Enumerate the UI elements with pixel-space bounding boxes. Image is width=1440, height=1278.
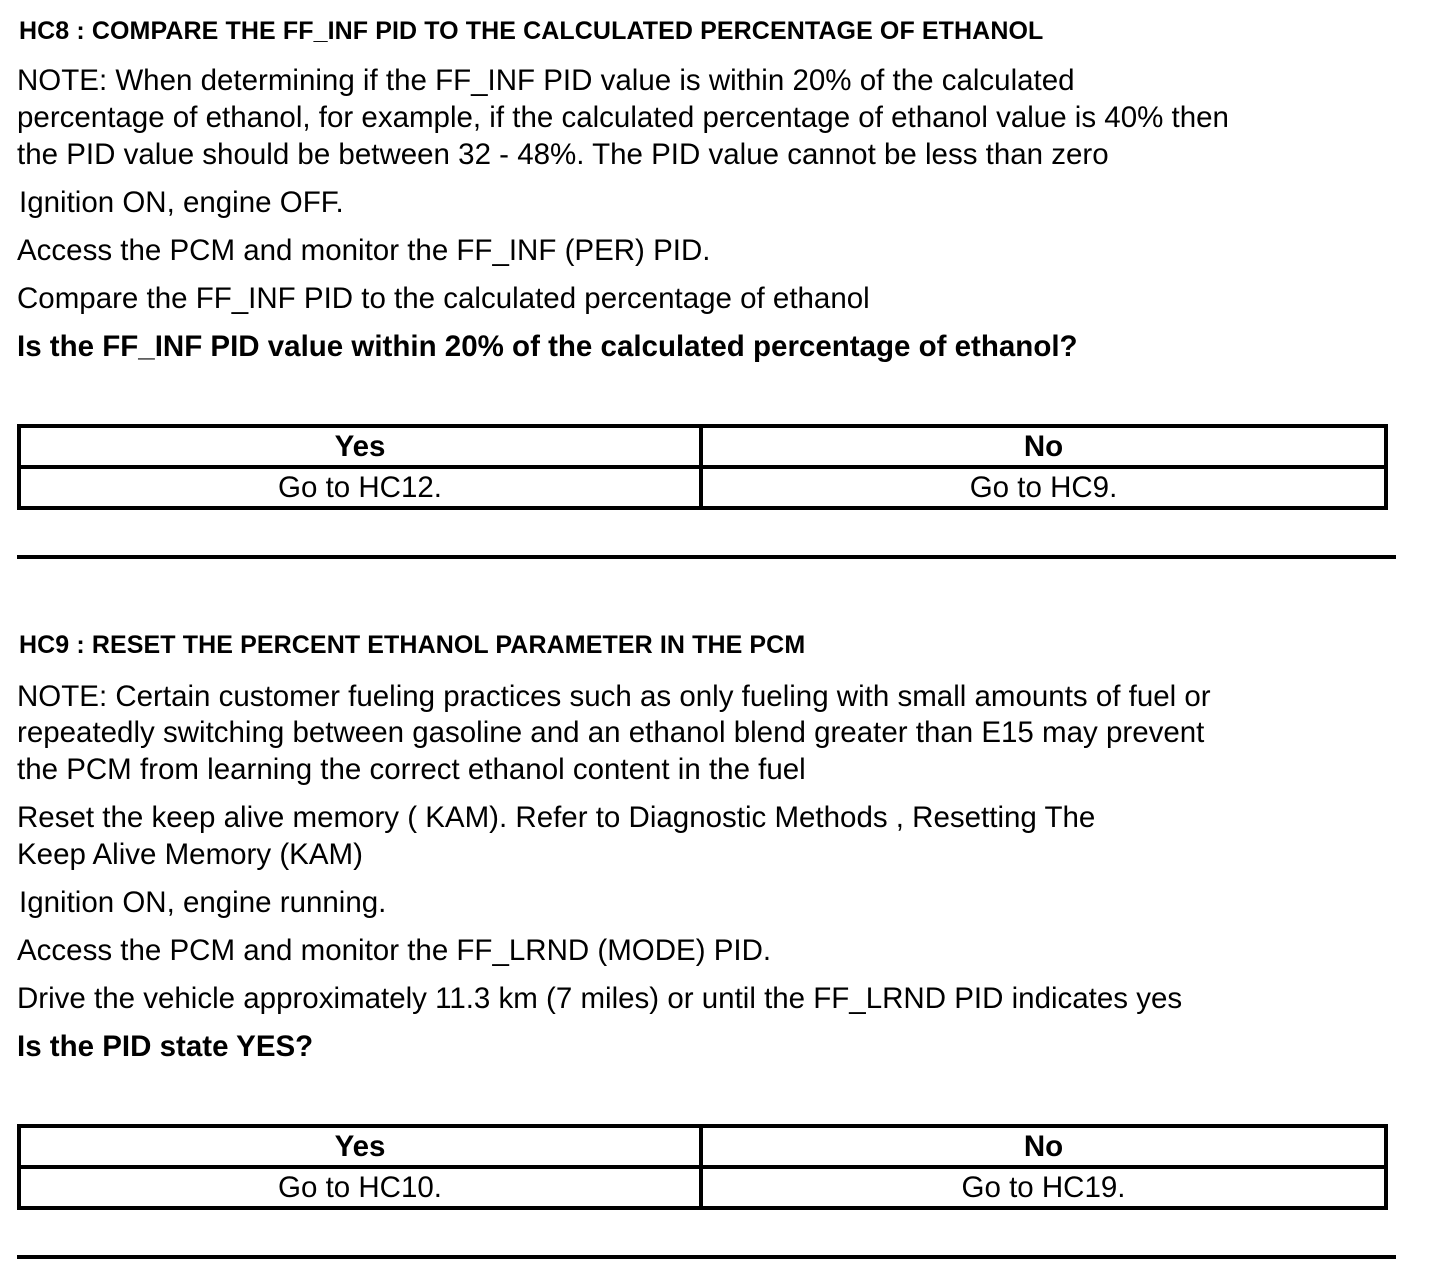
section-divider: [17, 555, 1396, 559]
yes-header: Yes: [19, 426, 701, 467]
note-line: the PID value should be between 32 - 48%. The PID value cannot be less than zero: [17, 138, 1109, 171]
yes-no-table: [17, 1124, 1388, 1210]
step-text: Compare the FF_INF PID to the calculated percentage of ethanol: [17, 282, 870, 315]
reset-line: Keep Alive Memory (KAM): [17, 838, 363, 871]
step-text: Access the PCM and monitor the FF_LRND (MODE) PID.: [17, 934, 772, 967]
section-heading: HC8 : COMPARE THE FF_INF PID TO THE CALCULATED PERCENTAGE OF ETHANOL: [19, 17, 1044, 45]
yes-header: Yes: [19, 1126, 701, 1167]
step-text: Access the PCM and monitor the FF_INF (PER) PID.: [17, 234, 711, 267]
step-text: Ignition ON, engine running.: [19, 886, 387, 919]
note-line: repeatedly switching between gasoline and an ethanol blend greater than E15 may prevent: [17, 716, 1205, 749]
no-action-link[interactable]: Go to HC9.: [701, 467, 1386, 508]
question-text: Is the PID state YES?: [17, 1030, 314, 1063]
note-line: percentage of ethanol, for example, if the calculated percentage of ethanol value is 40% then: [17, 101, 1229, 134]
no-action-link[interactable]: Go to HC19.: [701, 1167, 1386, 1208]
yes-action-link[interactable]: Go to HC12.: [19, 467, 701, 508]
no-header: No: [701, 1126, 1386, 1167]
step-text: Ignition ON, engine OFF.: [19, 186, 344, 219]
section-heading: HC9 : RESET THE PERCENT ETHANOL PARAMETER IN THE PCM: [19, 631, 806, 659]
note-line: NOTE: When determining if the FF_INF PID value is within 20% of the calculated: [17, 64, 1075, 97]
yes-no-table: [17, 424, 1388, 510]
step-text: Drive the vehicle approximately 11.3 km (7 miles) or until the FF_LRND PID indicates yes: [17, 982, 1183, 1015]
no-header: No: [701, 426, 1386, 467]
note-line: NOTE: Certain customer fueling practices such as only fueling with small amounts of fuel or: [17, 680, 1211, 713]
section-divider: [17, 1255, 1396, 1259]
question-text: Is the FF_INF PID value within 20% of the calculated percentage of ethanol?: [17, 330, 1078, 363]
note-line: the PCM from learning the correct ethanol content in the fuel: [17, 753, 806, 786]
reset-line: Reset the keep alive memory ( KAM). Refer to Diagnostic Methods , Resetting The: [17, 801, 1096, 834]
yes-action-link[interactable]: Go to HC10.: [19, 1167, 701, 1208]
